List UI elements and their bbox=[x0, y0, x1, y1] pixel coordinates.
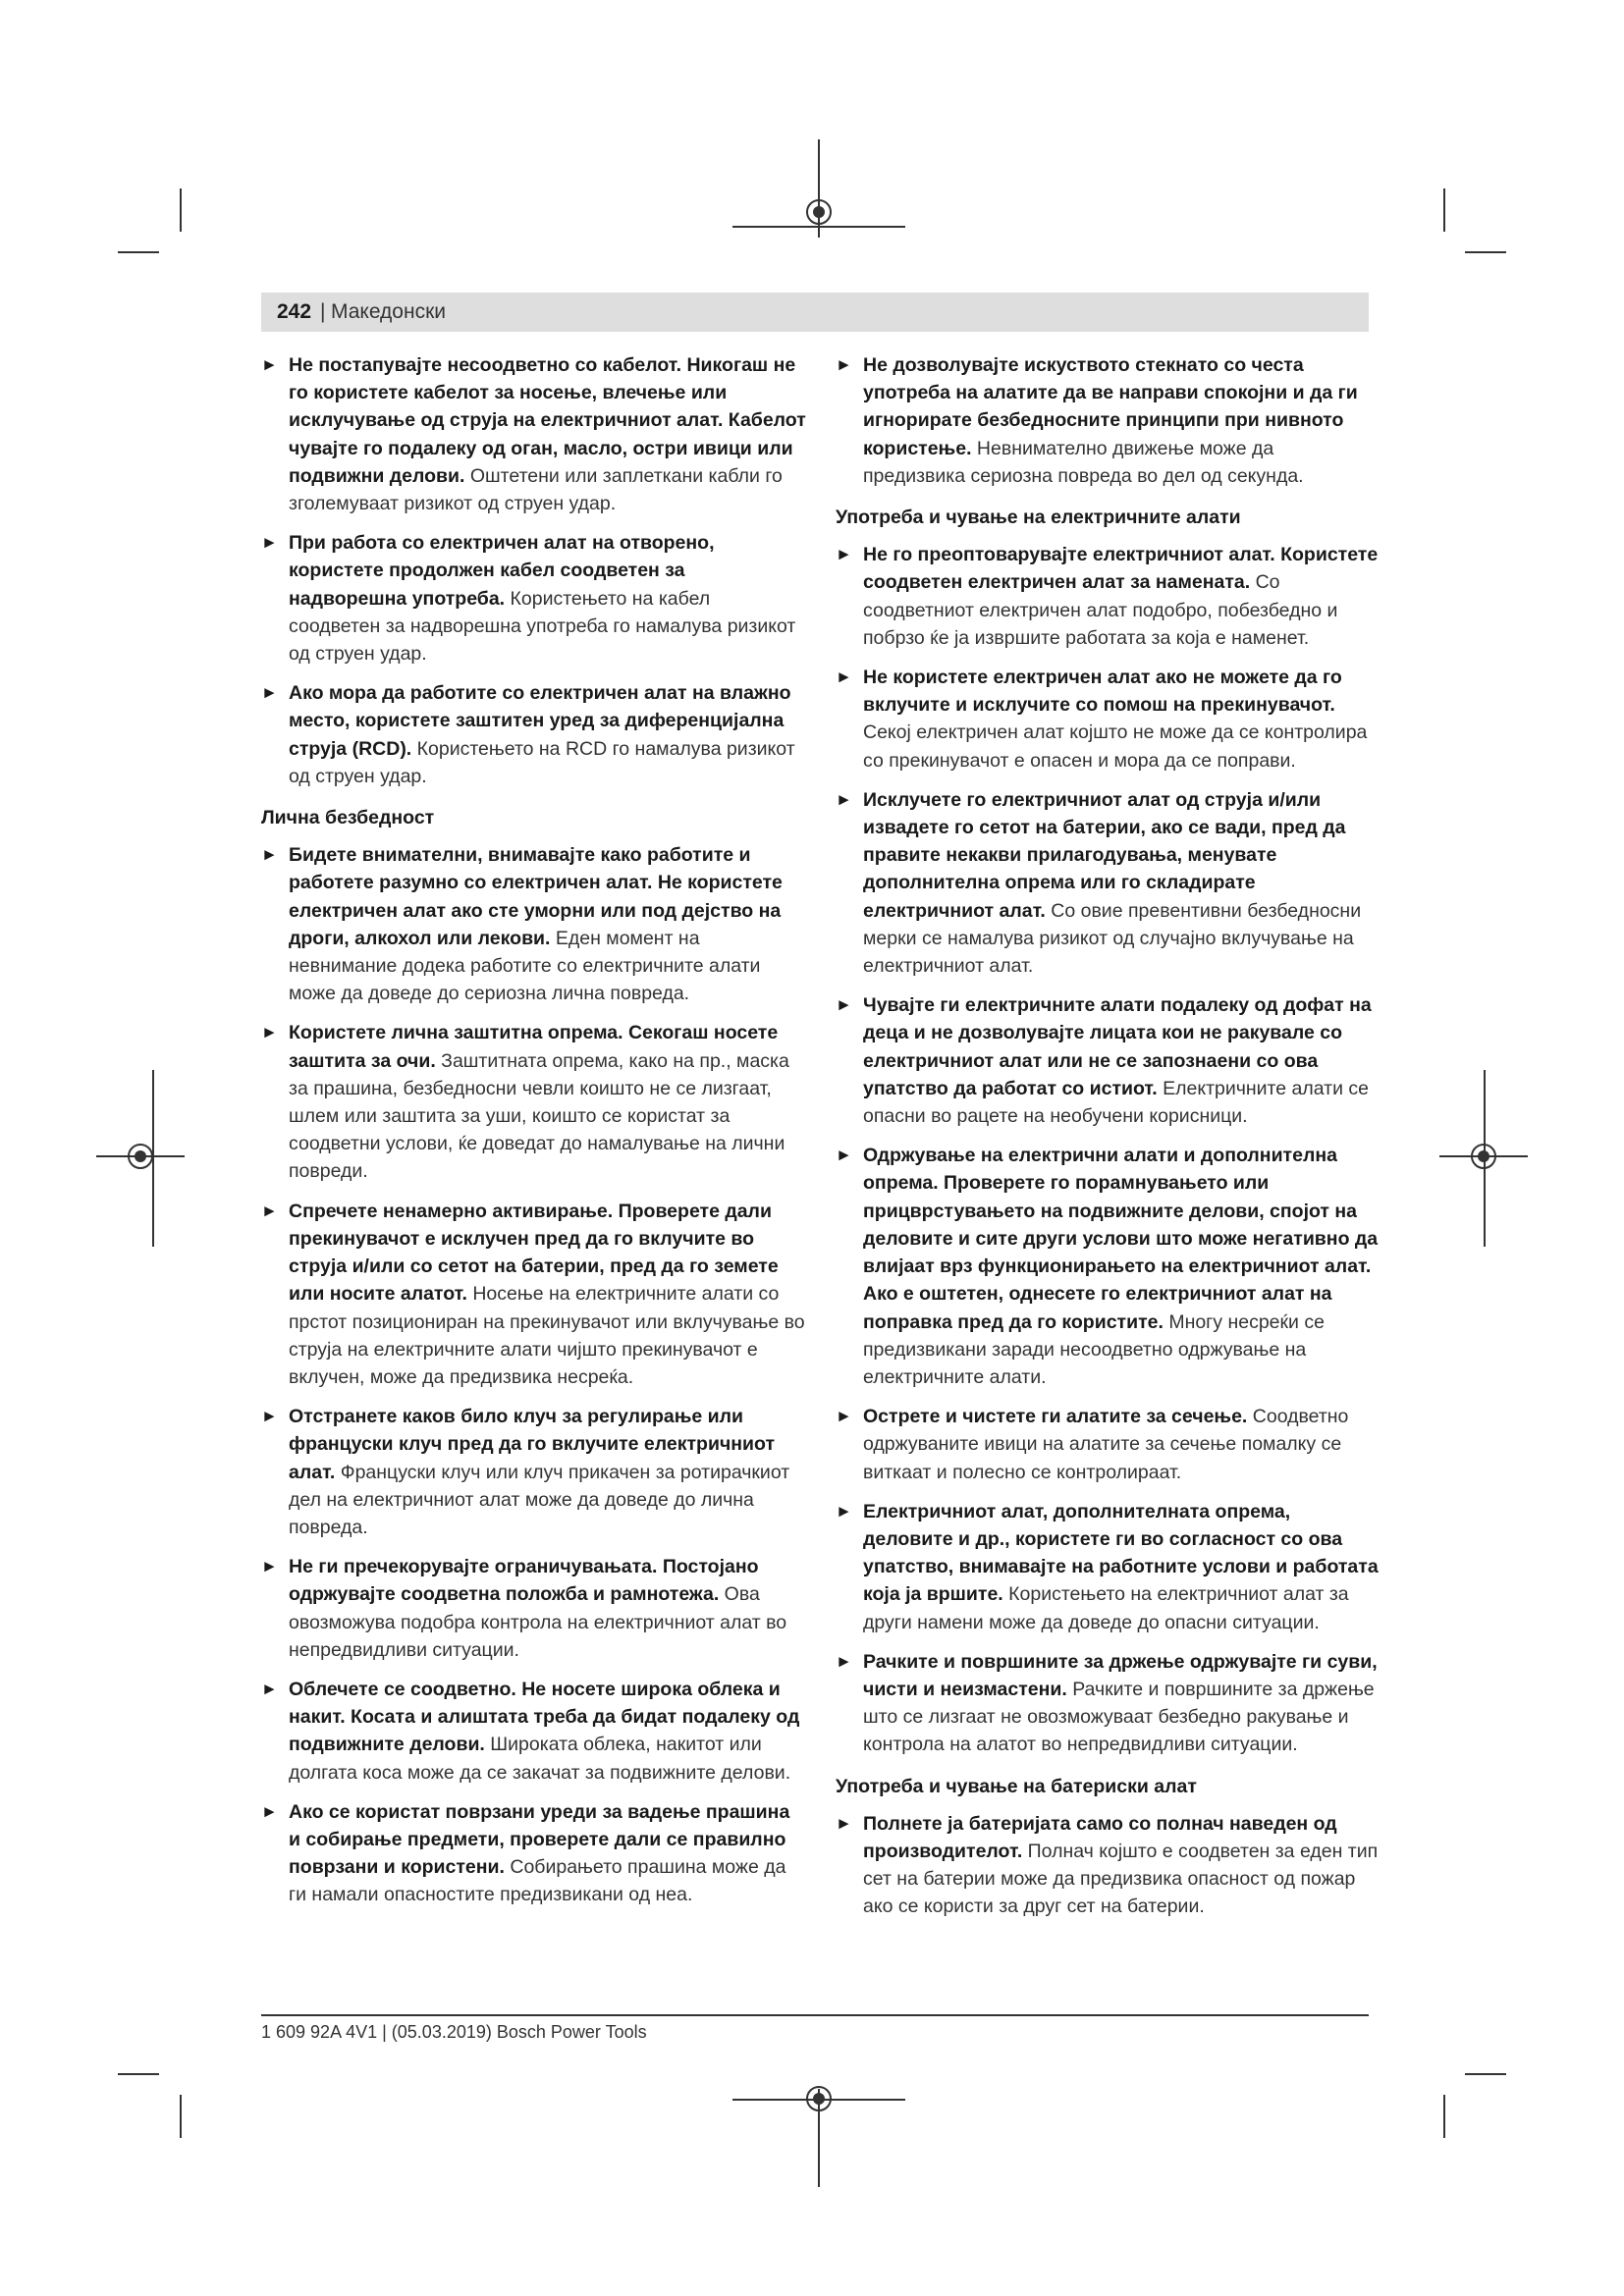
registration-mark-bottom-icon bbox=[806, 2086, 832, 2111]
section-heading: Употреба и чување на електричните алати bbox=[836, 507, 1241, 529]
safety-item-warning: Острете и чистете ги алатите за сечење. bbox=[863, 1406, 1248, 1428]
safety-item-warning: Ако се користат поврзани уреди за вадење прашина и собирање предмети, проверете дали се правилно поврзани и користени. bbox=[289, 1800, 790, 1879]
safety-item-explanation: Со соодветниот електричен алат подобро, побезбедно и побрзо ќе ја извршите работата за која е наменет. bbox=[863, 571, 1338, 649]
safety-item-explanation: Еден момент на невнимание додека работите со електричните алати може да доведе до сериозна лична повреда. bbox=[289, 927, 761, 1005]
safety-item-explanation: Електричните алати се опасни во рацете на необучени корисници. bbox=[863, 1077, 1370, 1128]
bullet-arrow-icon: ► bbox=[261, 1201, 278, 1220]
safety-item-warning: Електричниот алат, дополнителната опрема, деловите и др., користете ги во согласност со ова упатство, внимавајте на работните услови и работата која ја вршите. bbox=[863, 1500, 1379, 1606]
safety-item bbox=[261, 841, 806, 1007]
safety-item-warning: При работа со електричен алат на отворено, користете продолжен кабел соодветен за надворешна употреба. bbox=[289, 532, 715, 610]
safety-item-explanation: Носење на електричните алати со прстот позициониран на прекинувачот или вклучување во струја на електричните алати чијшто прекинувачот е вклучен, може да предизвика несреќа. bbox=[289, 1283, 805, 1388]
bullet-arrow-icon: ► bbox=[261, 1679, 278, 1698]
section-heading: Употреба и чување на батериски алат bbox=[836, 1775, 1197, 1797]
registration-mark-right-icon bbox=[1471, 1144, 1496, 1169]
safety-item-explanation: Невнимателно движење може да предизвика сериозна повреда во дел од секунда. bbox=[863, 437, 1304, 487]
safety-item-warning: Не дозволувајте искуството стекнато со честа употреба на алатите да ве направи спокојни и да ги игнорирате безбедносните принципи при нивното користење. bbox=[863, 354, 1358, 459]
safety-item-explanation: Ова овозможува подобра контрола на електричниот алат во непредвидливи ситуации. bbox=[289, 1583, 787, 1661]
crop-mark-top-right-h bbox=[1465, 251, 1506, 253]
footer-rule bbox=[261, 2014, 1369, 2016]
bullet-arrow-icon: ► bbox=[836, 1813, 852, 1833]
bullet-arrow-icon: ► bbox=[261, 683, 278, 703]
bullet-arrow-icon: ► bbox=[836, 1407, 852, 1426]
safety-item-explanation: Со овие превентивни безбедносни мерки се намалува ризикот од случајно вклучување на електричниот алат. bbox=[863, 899, 1362, 978]
crop-mark-top-right-v bbox=[1443, 188, 1445, 232]
safety-item-explanation: Полнач којшто е соодветен за еден тип сет на батерии може да предизвика опасност од пожар ако се користи за друг сет на батерии. bbox=[863, 1840, 1379, 1918]
crop-mark-bottom-left-h bbox=[118, 2073, 159, 2075]
right-column bbox=[836, 351, 1380, 1933]
safety-item bbox=[261, 1403, 806, 1541]
bullet-arrow-icon: ► bbox=[261, 1557, 278, 1576]
page-header bbox=[261, 293, 1369, 332]
safety-item-warning: Облечете се соодветно. Не носете широка облека и накит. Косата и алиштата треба да бидат подалеку од подвижните делови. bbox=[289, 1678, 800, 1756]
crop-mark-top-left-h bbox=[118, 251, 159, 253]
safety-item-explanation: Користењето на кабел соодветен за надворешна употреба го намалува ризикот од струен удар. bbox=[289, 587, 796, 666]
safety-item-explanation: Многу несреќи се предизвикани заради несоодветно одржување на електричните алати. bbox=[863, 1310, 1325, 1388]
safety-item bbox=[836, 1142, 1380, 1391]
bullet-arrow-icon: ► bbox=[261, 1023, 278, 1042]
bullet-arrow-icon: ► bbox=[836, 545, 852, 564]
safety-item-warning: Одржување на електрични алати и дополнителна опрема. Проверете го порамнувањето или прицврстувањето на подвижните делови, спојот на деловите и сите други услови што може негативно да влијаат врз функционирањето на електричниот алат. Ако е оштетен, однесете го електричниот алат на поправка пред да го користите. bbox=[863, 1145, 1379, 1333]
safety-item bbox=[836, 351, 1380, 490]
safety-item bbox=[261, 351, 806, 517]
bullet-arrow-icon: ► bbox=[261, 533, 278, 553]
safety-item-warning: Рачките и површините за држење одржувајте ги суви, чисти и неизмастени. bbox=[863, 1650, 1378, 1700]
section-heading: Лична безбедност bbox=[261, 807, 435, 829]
safety-item-explanation: Рачките и површините за држење што се лизгаат не овозможуваат безбедно ракување и контрола на алатот во непредвидливи ситуации. bbox=[863, 1678, 1375, 1756]
safety-item-warning: Полнете ја батеријата само со полнач наведен од производителот. bbox=[863, 1812, 1337, 1862]
left-column bbox=[261, 351, 806, 1921]
safety-item-explanation: Секој електричен алат којшто не може да се контролира со прекинувачот е опасен и мора да се поправи. bbox=[863, 721, 1368, 772]
registration-mark-top-icon bbox=[806, 199, 832, 225]
crop-mark-bottom-right-h bbox=[1465, 2073, 1506, 2075]
crop-mark-bottom-right-v bbox=[1443, 2095, 1445, 2138]
safety-item-warning: Користете лична заштитна опрема. Секогаш носете заштита за очи. bbox=[289, 1022, 779, 1072]
bullet-arrow-icon: ► bbox=[836, 1146, 852, 1165]
safety-item-warning: Не ги пречекорувајте ограничувањата. Постојано одржувајте соодветна положба и рамнотежа. bbox=[289, 1556, 759, 1606]
safety-item bbox=[836, 991, 1380, 1130]
bullet-arrow-icon: ► bbox=[836, 995, 852, 1015]
safety-item-warning: Исклучете го електричниот алат од струја и/или извадете го сетот на батерии, ако се вади, пред да правите некакви прилагодувања, менувате дополнителна опрема или го складирате електричниот алат. bbox=[863, 788, 1346, 922]
safety-item bbox=[261, 1676, 806, 1787]
crop-mark-top-left-v bbox=[180, 188, 182, 232]
safety-item bbox=[261, 1798, 806, 1909]
safety-item-explanation: Француски клуч или клуч прикачен за ротирачкиот дел на електричниот алат може да доведе до лична повреда. bbox=[289, 1461, 790, 1538]
safety-item bbox=[261, 529, 806, 667]
safety-item-explanation: Користењето на електричниот алат за други намени може да доведе до опасни ситуации. bbox=[863, 1583, 1349, 1633]
safety-item bbox=[261, 1553, 806, 1664]
safety-item-explanation: Широката облека, накитот или долгата коса може да се закачат за подвижните делови. bbox=[289, 1734, 791, 1784]
bullet-arrow-icon: ► bbox=[261, 1801, 278, 1821]
safety-item bbox=[261, 1019, 806, 1185]
safety-item bbox=[836, 786, 1380, 980]
safety-item-warning: Отстранете каков било клуч за регулирање или француски клуч пред да го вклучите електричниот алат. bbox=[289, 1406, 776, 1483]
bullet-arrow-icon: ► bbox=[836, 789, 852, 809]
safety-item bbox=[836, 1810, 1380, 1921]
crop-mark-bottom-left-v bbox=[180, 2095, 182, 2138]
bullet-arrow-icon: ► bbox=[261, 355, 278, 374]
bullet-arrow-icon: ► bbox=[261, 1407, 278, 1426]
safety-item bbox=[836, 1498, 1380, 1636]
safety-item bbox=[261, 1198, 806, 1391]
safety-item bbox=[261, 679, 806, 790]
bullet-arrow-icon: ► bbox=[836, 1501, 852, 1521]
safety-item-explanation: Собирањето прашина може да ги намали опасностите предизвикани од неа. bbox=[289, 1856, 786, 1906]
safety-item-explanation: Соодветно одржуваните ивици на алатите за сечење помалку се виткаат и полесно се контролираат. bbox=[863, 1406, 1349, 1483]
safety-item bbox=[836, 664, 1380, 774]
bullet-arrow-icon: ► bbox=[836, 667, 852, 687]
safety-item-warning: Бидете внимателни, внимавајте како работите и работете разумно со електричен алат. Не користете електричен алат ако сте уморни или под дејство на дроги, алкохол или лекови. bbox=[289, 844, 783, 949]
safety-item-warning: Не го преоптоварувајте електричниот алат. Користете соодветен електричен алат за намената. bbox=[863, 544, 1379, 594]
bullet-arrow-icon: ► bbox=[836, 1651, 852, 1671]
page-footer: 1 609 92A 4V1 | (05.03.2019) Bosch Power Tools bbox=[261, 2022, 647, 2042]
safety-item-warning: Ако мора да работите со електричен алат на влажно место, користете заштитен уред за диференцијална струја (RCD). bbox=[289, 682, 791, 760]
registration-mark-left-icon bbox=[128, 1144, 153, 1169]
safety-item-explanation: Заштитната опрема, како на пр., маска за прашина, безбедносни чевли коишто не се лизгаат, шлем или заштита за уши, коишто се користат за соодветни услови, ќе доведат до намалување на лични повреди. bbox=[289, 1049, 789, 1183]
page-number: 242 bbox=[277, 300, 312, 323]
safety-item-warning: Спречете ненамерно активирање. Проверете дали прекинувачот е исклучен пред да го вклучите во струја и/или со сетот на батерии, пред да го земете или носите алатот. bbox=[289, 1200, 779, 1306]
safety-item-warning: Не користете електричен алат ако не можете да го вклучите и исклучите со помош на прекинувачот. bbox=[863, 667, 1342, 717]
safety-item bbox=[836, 541, 1380, 652]
safety-item-warning: Не постапувајте несоодветно со кабелот. Никогаш не го користете кабелот за носење, влечење или исклучување од струја на електричниот алат. Кабелот чувајте го подалеку од оган, масло, остри ивици или подвижни делови. bbox=[289, 354, 806, 487]
safety-item-explanation: Оштетени или заплеткани кабли го зголемуваат ризикот од струен удар. bbox=[289, 464, 783, 515]
header-language: Македонски bbox=[331, 300, 446, 323]
safety-item bbox=[836, 1403, 1380, 1486]
safety-item-explanation: Користењето на RCD го намалува ризикот од струен удар. bbox=[289, 737, 795, 787]
safety-item bbox=[836, 1648, 1380, 1759]
bullet-arrow-icon: ► bbox=[261, 845, 278, 865]
header-separator: | bbox=[320, 300, 326, 323]
bullet-arrow-icon: ► bbox=[836, 355, 852, 374]
safety-item-warning: Чувајте ги електричните алати подалеку од дофат на деца и не дозволувајте лицата кои не ракувале со електричниот алат или не се запознаени со ова упатство да работат со истиот. bbox=[863, 994, 1372, 1099]
